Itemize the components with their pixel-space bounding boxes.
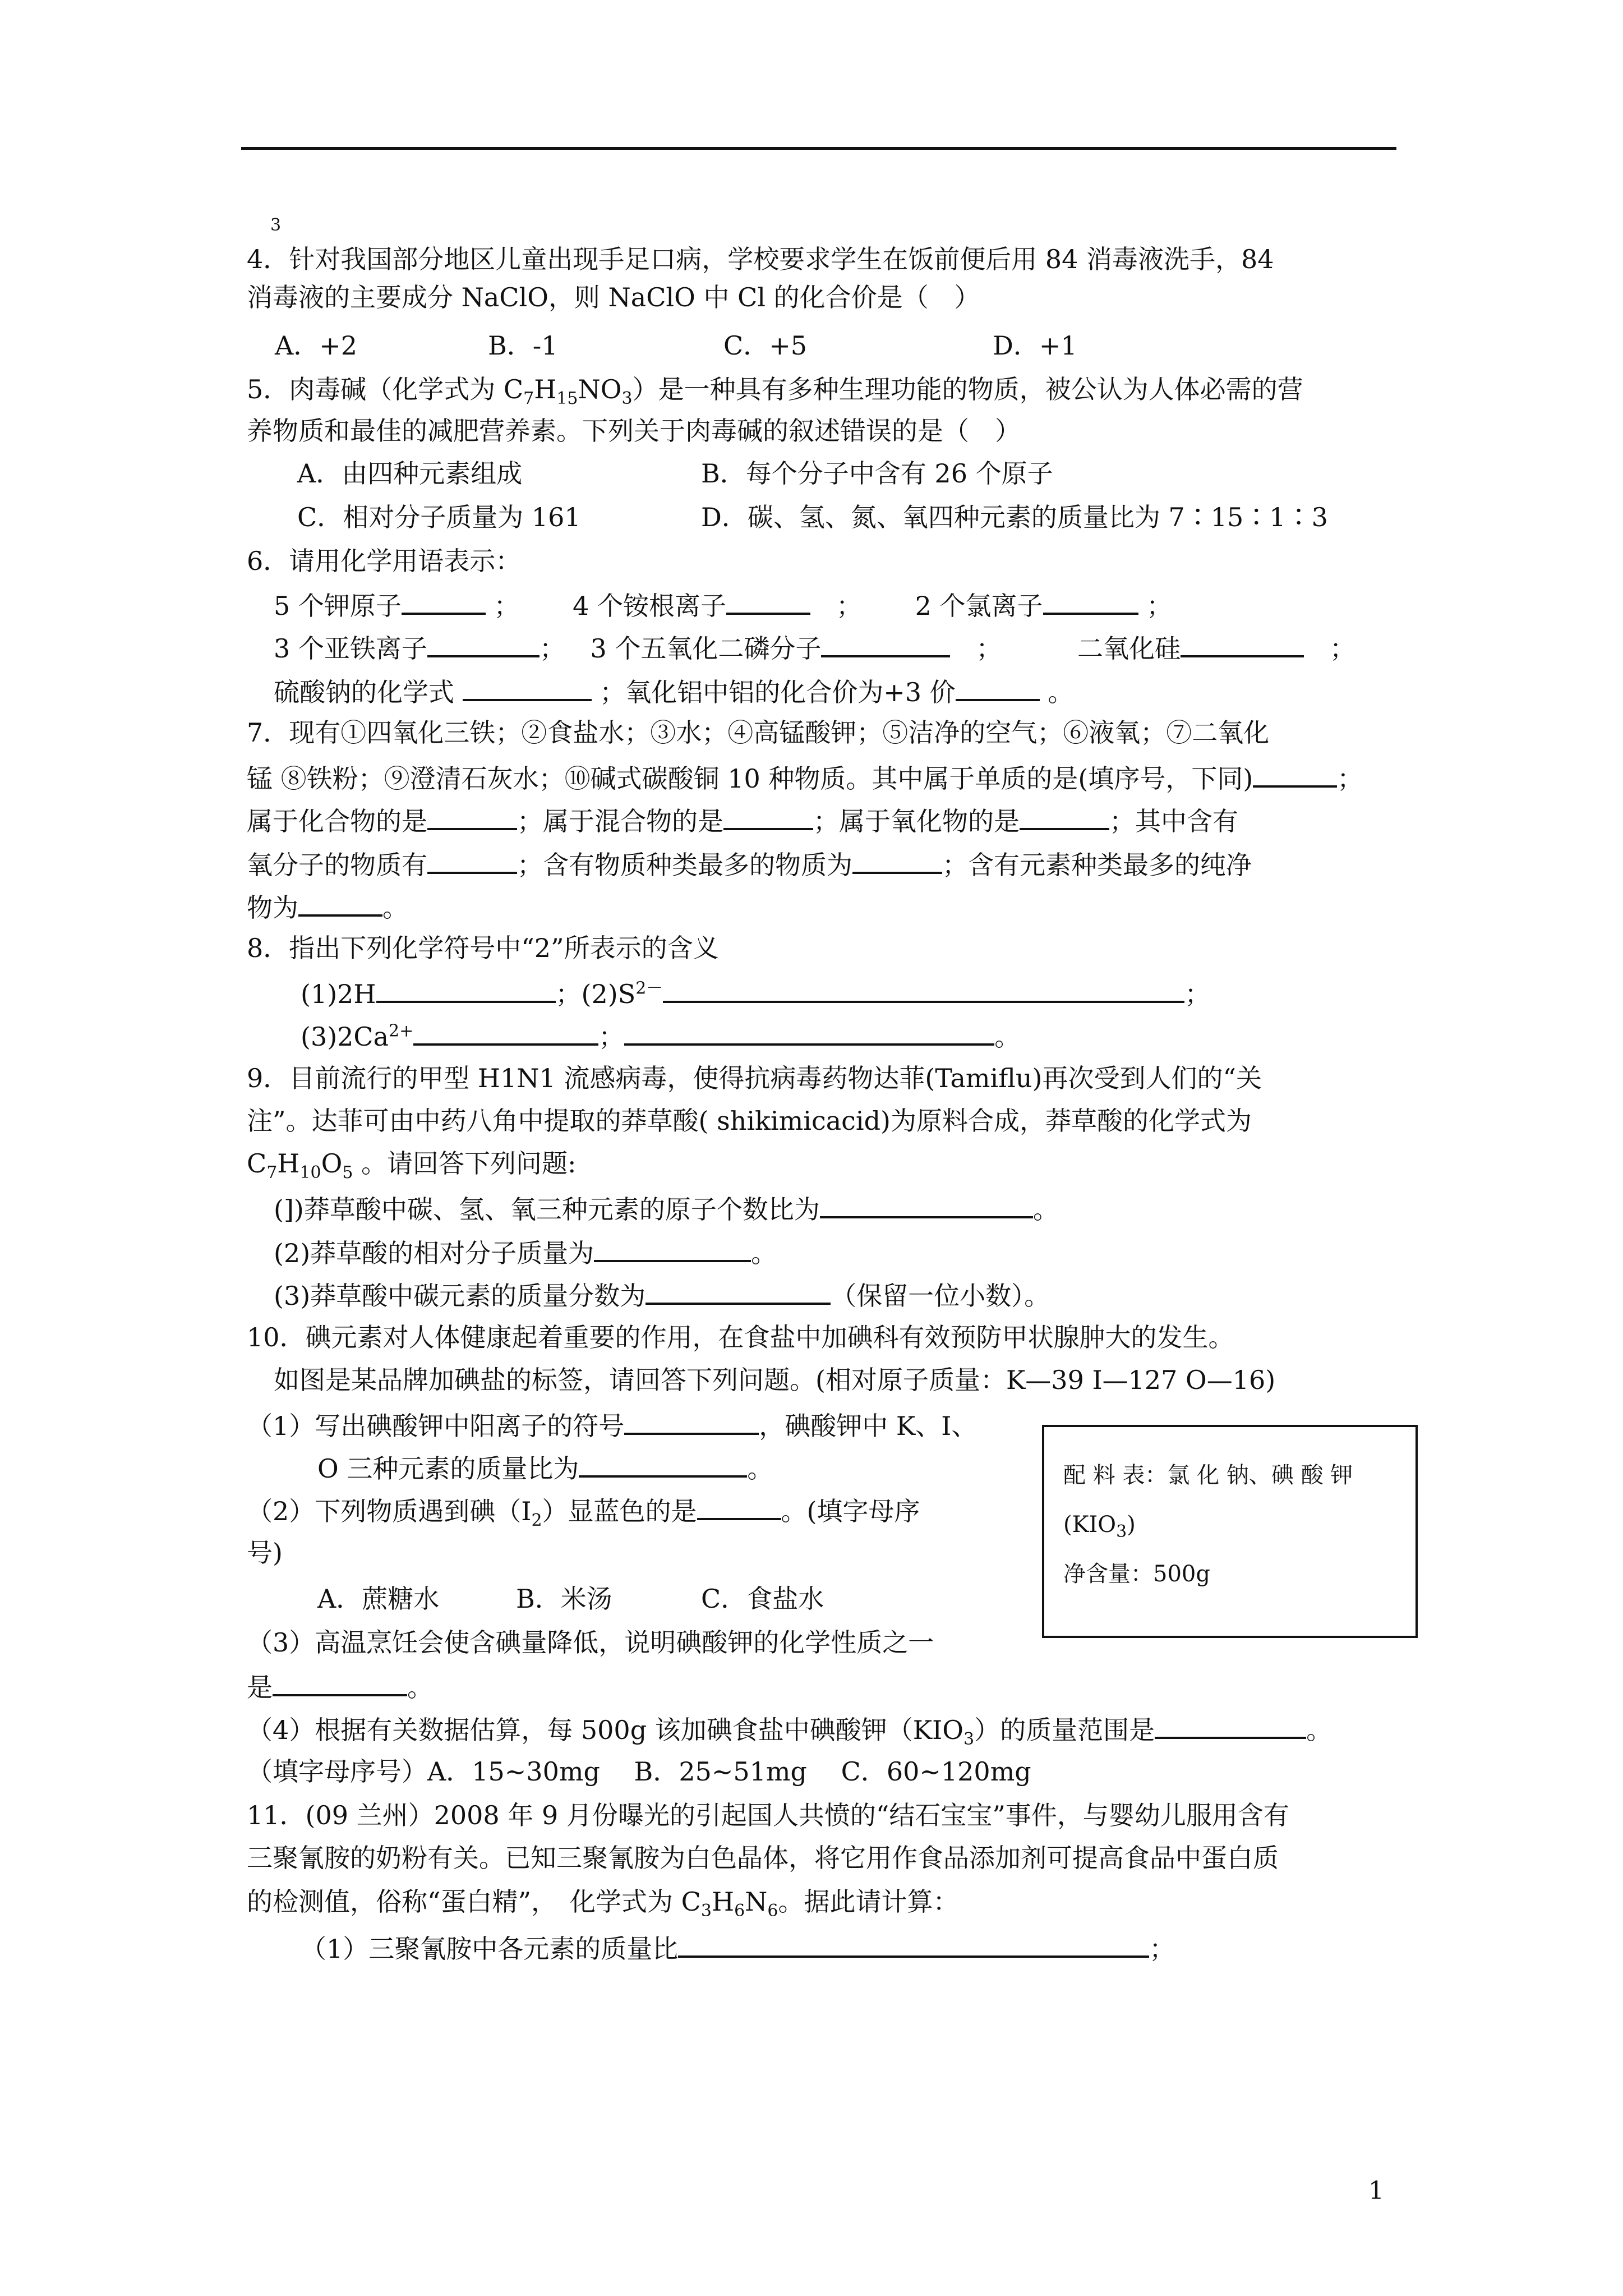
q11-part1: （1）三聚氰胺中各元素的质量比 ； (301, 1930, 1175, 1966)
q10-part3-line1: （3）高温烹饪会使含碘量降低，说明碘酸钾的化学性质之一 (247, 1627, 934, 1658)
q7-line2: 锰 ⑧铁粉；⑨澄清石灰水；⑩碱式碳酸铜 10 种物质。其中属于单质的是(填序号，下同) ； (247, 760, 1363, 795)
q5-option-d: D．碳、氢、氮、氧四种元素的质量比为 7∶15∶1∶3 (701, 502, 1328, 532)
q8-row2: $(3)2Ca^{2+}$ ； 。 (301, 1018, 1020, 1053)
salt-label-box (1042, 1425, 1418, 1638)
q9-part1: (])莽草酸中碳、氢、氧三种元素的原子个数比为 。 (274, 1190, 1059, 1226)
q10-part4-line1: （4）根据有关数据估算，每 500g 该加碘食盐中碘酸钾$(KIO_3)$的质量范围是 。 (247, 1711, 1332, 1747)
q5-line2: 养物质和最佳的减肥营养素。下列关于肉毒碱的叙述错误的是（ ） (247, 416, 1021, 446)
q4-option-a: A．+2 (275, 330, 358, 361)
q10-part2-option-a: A．蔗糖水 (317, 1584, 440, 1614)
q10-part1-line1: （1）写出碘酸钾中阳离子的符号 ，碘酸钾中 K、I、 (247, 1407, 977, 1443)
page-number: 1 (1368, 2177, 1384, 2205)
q9-line3: $C_7H_{10}O_5$ 。请回答下列问题: (247, 1148, 577, 1183)
q9-part2: (2)莽草酸的相对分子质量为 。 (274, 1234, 777, 1270)
q4-line2: 消毒液的主要成分 NaClO，则 NaClO 中 Cl 的化合价是（ ） (247, 282, 980, 312)
q10-part2-option-b: B．米汤 (516, 1584, 612, 1614)
q4-option-b: B．-1 (488, 330, 558, 361)
q11-line1: 11．(09 兰州）2008 年 9 月份曝光的引起国人共愤的“结石宝宝”事件，与婴幼儿服用含有 (247, 1800, 1289, 1830)
q7-line3: 属于化合物的是 ；属于混合物的是 ；属于氧化物的是 ；其中含有 (247, 802, 1238, 838)
label-ingredients: 配 料 表：氯 化 钠、碘 酸 钾 (1063, 1462, 1353, 1488)
q9-part3: (3)莽草酸中碳元素的质量分数为 （保留一位小数）。 (274, 1277, 1050, 1313)
q11-line3: 的检测值，俗称“蛋白精”， 化学式为 $C_3H_6N_6$。据此请计算： (247, 1887, 959, 1921)
q8-row1: (1)2H ；$(2)S^{2-}$ ； (301, 975, 1210, 1011)
header-rule (241, 147, 1396, 150)
label-compound: $(KIO_3)$ (1063, 1512, 1136, 1542)
q6-row1: 5 个钾原子 ； 4 个铵根离子 ； 2 个氯离子 ； (274, 587, 1172, 623)
q7-line5: 物为 。 (247, 889, 408, 924)
top-marker: 3 (270, 215, 282, 235)
q8-title: 8．指出下列化学符号中“2”所表示的含义 (247, 933, 719, 963)
q9-line2: 注”。达菲可由中药八角中提取的莽草酸( shikimicacid)为原料合成，莽草酸的化学式为 (247, 1106, 1252, 1136)
q7-line1: 7．现有①四氧化三铁；②食盐水；③水；④高锰酸钾；⑤洁净的空气；⑥液氧；⑦二氧化 (247, 717, 1270, 748)
q4-line1: 4．针对我国部分地区儿童出现手足口病，学校要求学生在饭前便后用 84 消毒液洗手，84 (247, 244, 1274, 274)
q10-part2-line2: 号) (247, 1538, 283, 1568)
q10-part1-line2: O 三种元素的质量比为 。 (317, 1450, 773, 1485)
q9-line1: 9．目前流行的甲型 H1N1 流感病毒，使得抗病毒药物达菲(Tamiflu)再次受到人们的“关 (247, 1063, 1262, 1093)
q7-line4: 氧分子的物质有 ；含有物质种类最多的物质为 ；含有元素种类最多的纯净 (247, 846, 1252, 882)
q10-part2-option-c: C．食盐水 (701, 1584, 824, 1614)
q11-line2: 三聚氰胺的奶粉有关。已知三聚氰胺为白色晶体，将它用作食品添加剂可提高食品中蛋白质 (247, 1843, 1279, 1873)
q10-line1: 10．碘元素对人体健康起着重要的作用，在食盐中加碘科有效预防甲状腺肿大的发生。 (247, 1322, 1234, 1352)
q5-option-b: B．每个分子中含有 26 个原子 (701, 458, 1053, 489)
q4-option-d: D．+1 (993, 330, 1077, 361)
q6-title: 6．请用化学用语表示： (247, 546, 522, 576)
q10-part4-line2: （填字母序号）A．15~30mg B．25~51mg C．60~120mg (247, 1756, 1031, 1787)
q10-part2-line1: （2）下列物质遇到碘$(I_2)$显蓝色的是 。(填字母序 (247, 1492, 920, 1528)
q5-option-a: A．由四种元素组成 (297, 458, 523, 489)
label-net-weight: 净含量：500g (1063, 1561, 1210, 1587)
q4-option-c: C．+5 (723, 330, 808, 361)
q5-option-c: C．相对分子质量为 161 (297, 502, 581, 532)
q10-line2: 如图是某品牌加碘盐的标签，请回答下列问题。(相对原子质量：K—39 I—127 O—16) (274, 1365, 1276, 1395)
q5-line1: 5．肉毒碱（化学式为 $C_7H_{15}NO_3$）是一种具有多种生理功能的物质，被公认为人体必需的营 (247, 374, 1303, 409)
q10-part3-line2: 是 。 (247, 1668, 433, 1704)
q6-row3: 硫酸钠的化学式 ；氧化铝中铝的化合价为+3 价 。 (274, 673, 1073, 709)
q6-row2: 3 个亚铁离子 ； 3 个五氧化二磷分子 ； 二氧化硅 ； (274, 629, 1355, 665)
